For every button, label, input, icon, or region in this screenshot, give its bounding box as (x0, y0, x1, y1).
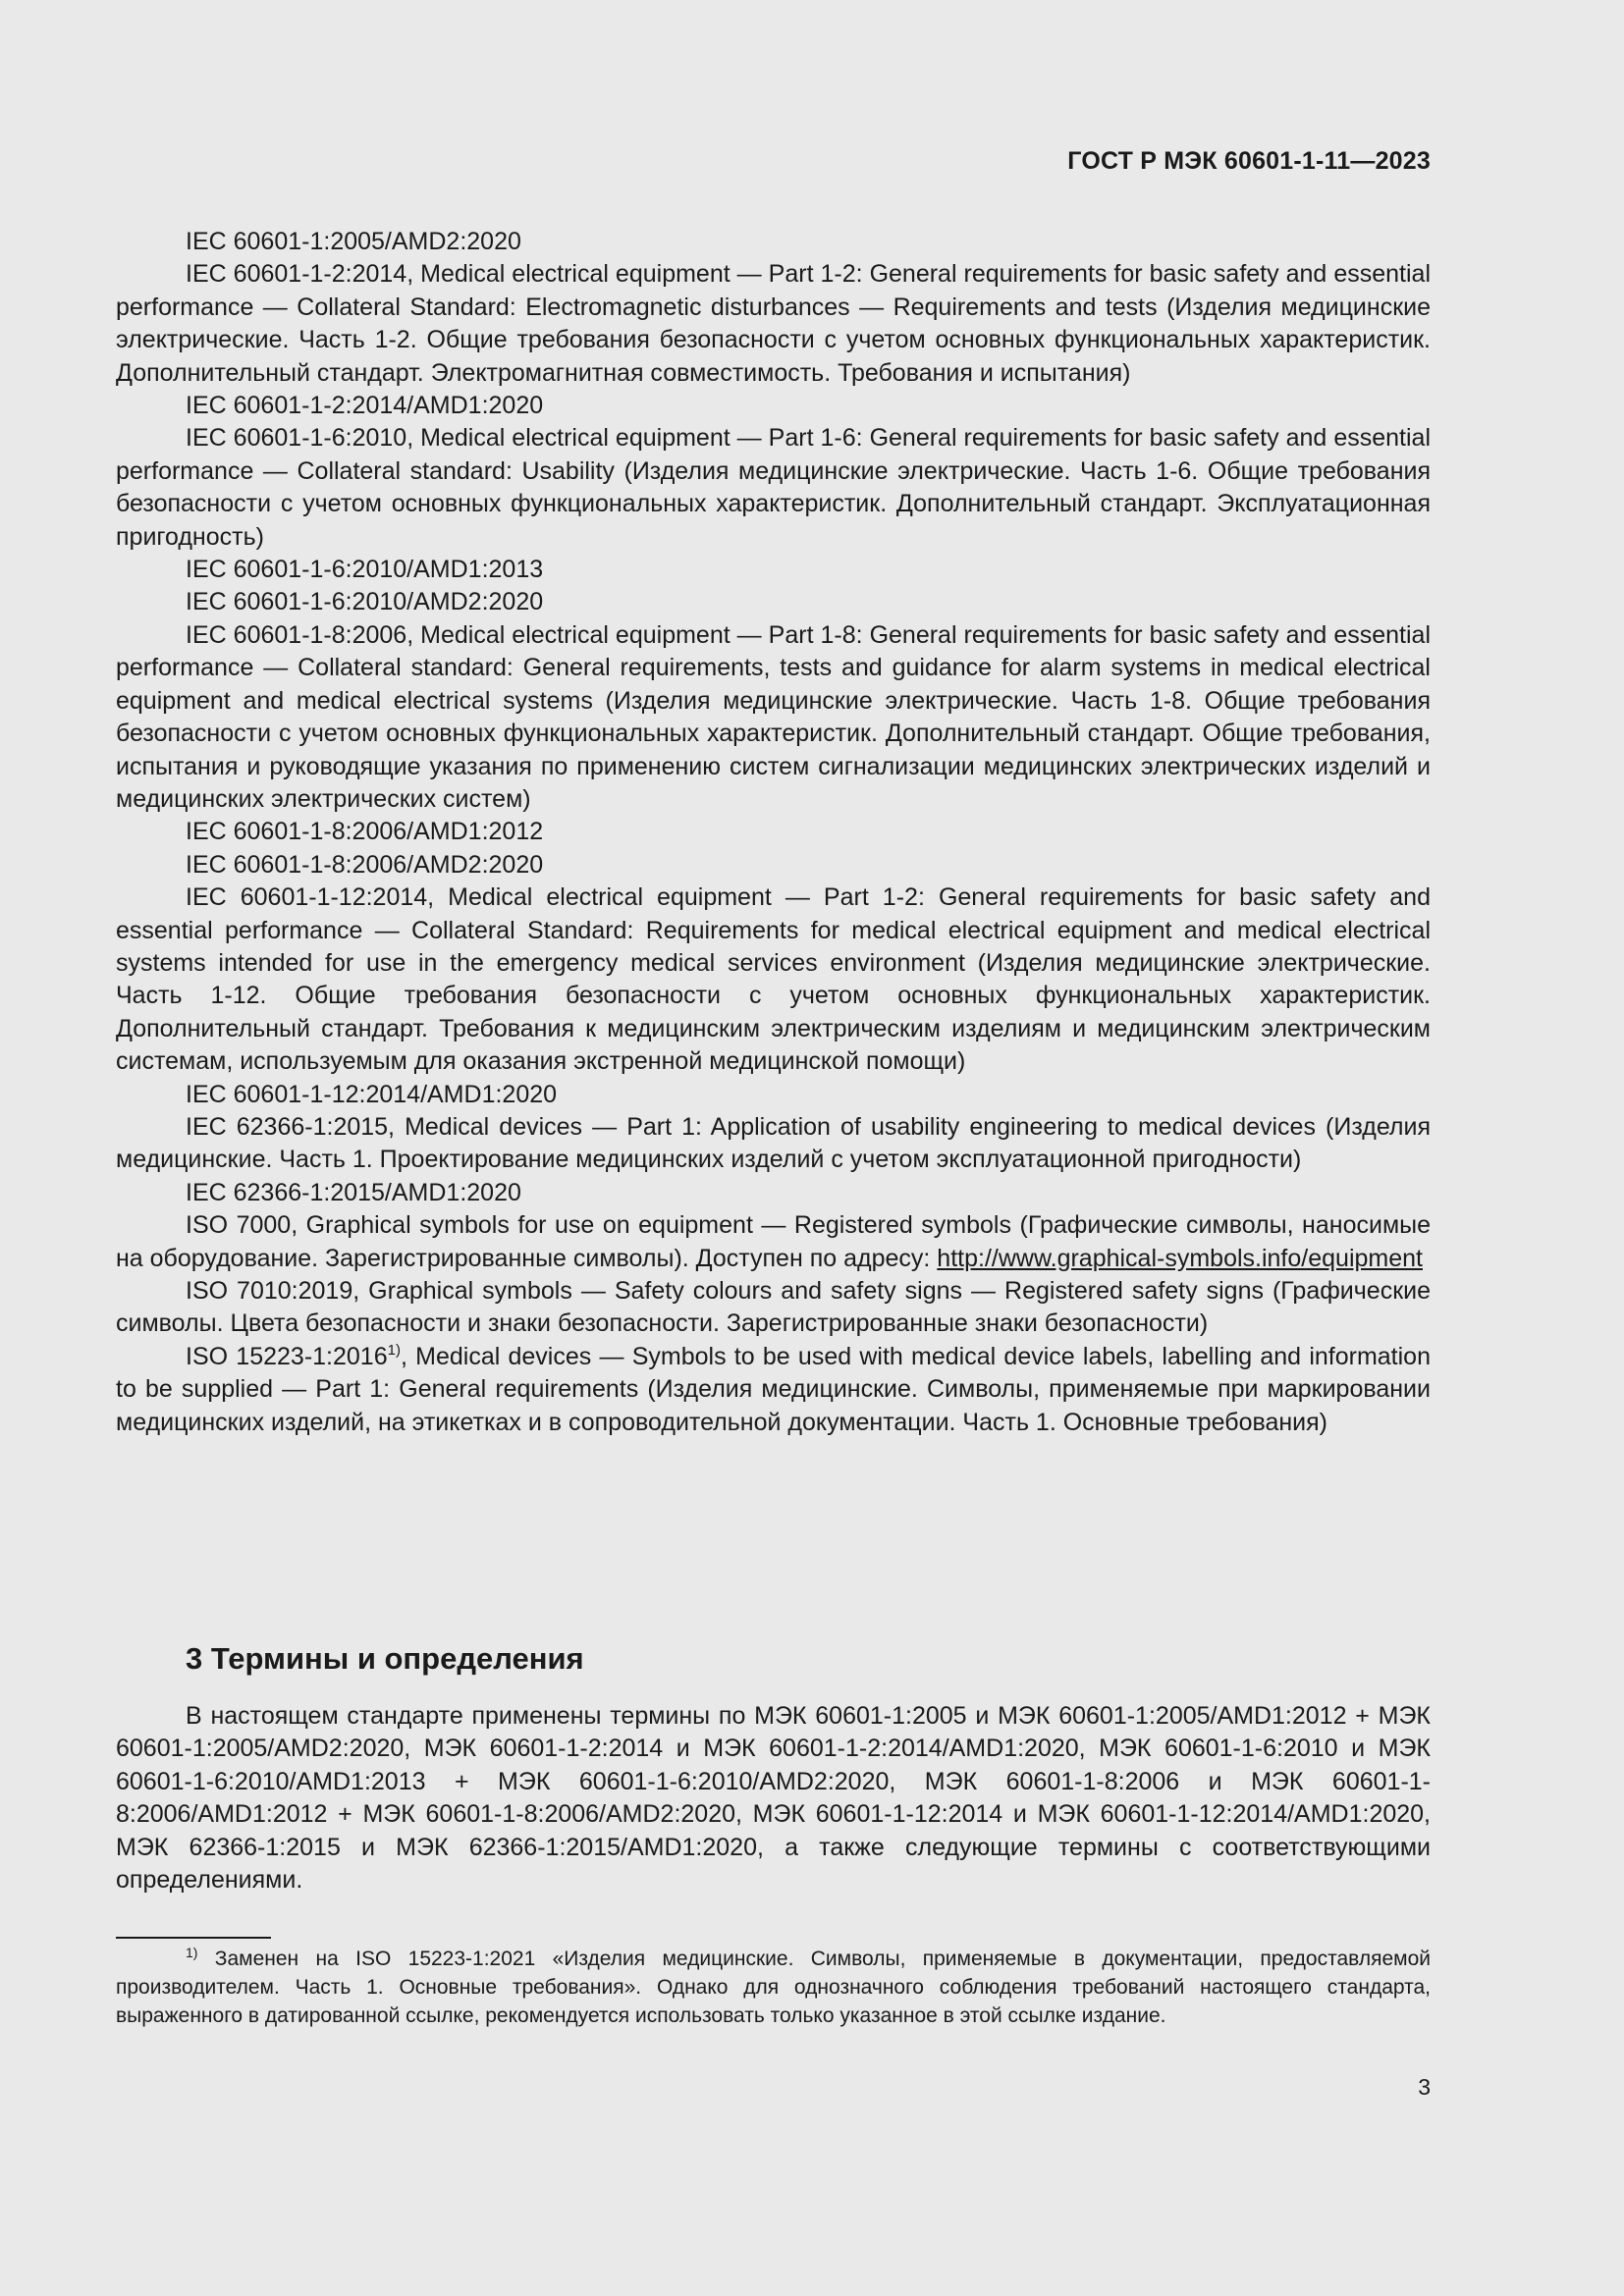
reference-item: IEC 60601-1-6:2010/AMD2:2020 (186, 588, 544, 616)
section-heading: 3 Термины и определения (186, 1641, 584, 1676)
reference-item-iso7010: ISO 7010:2019, Graphical symbols — Safety colours and safety signs — Registered safety signs (Графические символы. Цвета безопасности и знаки безопасности. Зарегистрированные знаки безопасности) (116, 1277, 1431, 1338)
page-number: 3 (1418, 2074, 1431, 2100)
reference-item-iso15223 (116, 1341, 1431, 1439)
section-paragraph: В настоящем стандарте применены термины по МЭК 60601-1:2005 и МЭК 60601-1:2005/AMD1:2012 + МЭК 60601-1:2005/AMD2:2020, МЭК 60601-1-2:2014 и МЭК 60601-1-2:2014/AMD1:2020, МЭК 60601-1-6:2010 и МЭК 60601-1-6:2010/AMD1:2013 + МЭК 60601-1-6:2010/AMD2:2020, МЭК 60601-1-8:2006 и МЭК 60601-1-8:2006/AMD1:2012 + МЭК 60601-1-8:2006/AMD2:2020, МЭК 60601-1-12:2014 и МЭК 60601-1-12:2014/AMD1:2020, МЭК 62366-1:2015 и МЭК 62366-1:2015/AMD1:2020, а также следующие термины с соответствующими определениями. (116, 1702, 1431, 1895)
reference-code: ISO 15223-1:2016 (186, 1342, 388, 1370)
reference-text: ISO 7000, Graphical symbols for use on equipment — Registered symbols (Графические символы, наносимые на оборудование. Зарегистрированные символы). Доступен по адресу: (116, 1211, 1431, 1272)
reference-text: , Medical devices — Symbols to be used with medical device labels, labelling and information to be supplied — Part 1: General requirements (Изделия медицинские. Символы, применяемые при маркировании медицинских изделий, на этикетках и в сопроводительной документации. Часть 1. Основные требования) (116, 1342, 1431, 1436)
reference-item: IEC 62366-1:2015/AMD1:2020 (186, 1178, 521, 1206)
document-id-header: ГОСТ Р МЭК 60601-1-11—2023 (1067, 147, 1431, 175)
reference-item: IEC 60601-1-8:2006/AMD2:2020 (186, 850, 544, 879)
reference-item: IEC 60601-1-12:2014, Medical electrical equipment — Part 1-2: General requirements for basic safety and essential performance — Collateral Standard: Requirements for medical electrical equipment and medical electrical systems intended for use in the emergency medical services environment (Изделия медицинские электрические. Часть 1-12. Общие требования безопасности с учетом основных функциональных характеристик. Дополнительный стандарт. Требования к медицинским электрическим изделиям и медицинским электрическим системам, используемым для оказания экстренной медицинской помощи) (116, 883, 1431, 1076)
reference-item: IEC 60601-1-2:2014/AMD1:2020 (186, 392, 544, 420)
footnote-marker[interactable]: 1) (387, 1341, 401, 1359)
reference-item: IEC 60601-1:2005/AMD2:2020 (186, 228, 521, 255)
reference-item: IEC 60601-1-8:2006, Medical electrical equipment — Part 1-8: General requirements for basic safety and essential performance — Collateral standard: General requirements, tests and guidance for alarm systems in medical electrical equipment and medical electrical systems (Изделия медицинские электрические. Часть 1-8. Общие требования безопасности с учетом основных функциональных характеристик. Дополнительный стандарт. Общие требования, испытания и руководящие указания по применению систем сигнализации медицинских электрических изделий и медицинских электрических систем) (116, 620, 1431, 813)
reference-item: IEC 60601-1-8:2006/AMD1:2012 (186, 818, 544, 846)
reference-item: IEC 60601-1-6:2010/AMD1:2013 (186, 556, 544, 584)
normative-references-list (116, 226, 1431, 1439)
reference-item: IEC 60601-1-2:2014, Medical electrical equipment — Part 1-2: General requirements for basic safety and essential performance — Collateral Standard: Electromagnetic disturbances — Requirements and tests (Изделия медицинские электрические. Часть 1-2. Общие требования безопасности с учетом основных функциональных характеристик. Дополнительный стандарт. Электромагнитная совместимость. Требования и испытания) (116, 260, 1431, 387)
reference-item: IEC 62366-1:2015, Medical devices — Part 1: Application of usability engineering to medical devices (Изделия медицинские. Часть 1. Проектирование медицинских изделий с учетом эксплуатационной пригодности) (116, 1112, 1431, 1174)
document-page (116, 0, 1431, 2296)
graphical-symbols-link[interactable]: http://www.graphical-symbols.info/equipment (937, 1244, 1423, 1272)
reference-item-iso7000 (116, 1209, 1431, 1275)
footnote-text: Заменен на ISO 15223-1:2021 «Изделия медицинские. Символы, применяемые в документации, предоставляемой производителем. Часть 1. Основные требования». Однако для однозначного соблюдения требований настоящего стандарта, выраженного в датированной ссылке, рекомендуется использовать только указанное в этой ссылке издание. (116, 1948, 1431, 2027)
reference-item: IEC 60601-1-6:2010, Medical electrical equipment — Part 1-6: General requirements for basic safety and essential performance — Collateral standard: Usability (Изделия медицинские электрические. Часть 1-6. Общие требования безопасности с учетом основных функциональных характеристик. Дополнительный стандарт. Эксплуатационная пригодность) (116, 424, 1431, 551)
footnote (116, 1945, 1431, 2030)
footnote-number: 1) (186, 1945, 198, 1960)
reference-item: IEC 60601-1-12:2014/AMD1:2020 (186, 1080, 558, 1108)
footnote-divider (116, 1937, 271, 1939)
